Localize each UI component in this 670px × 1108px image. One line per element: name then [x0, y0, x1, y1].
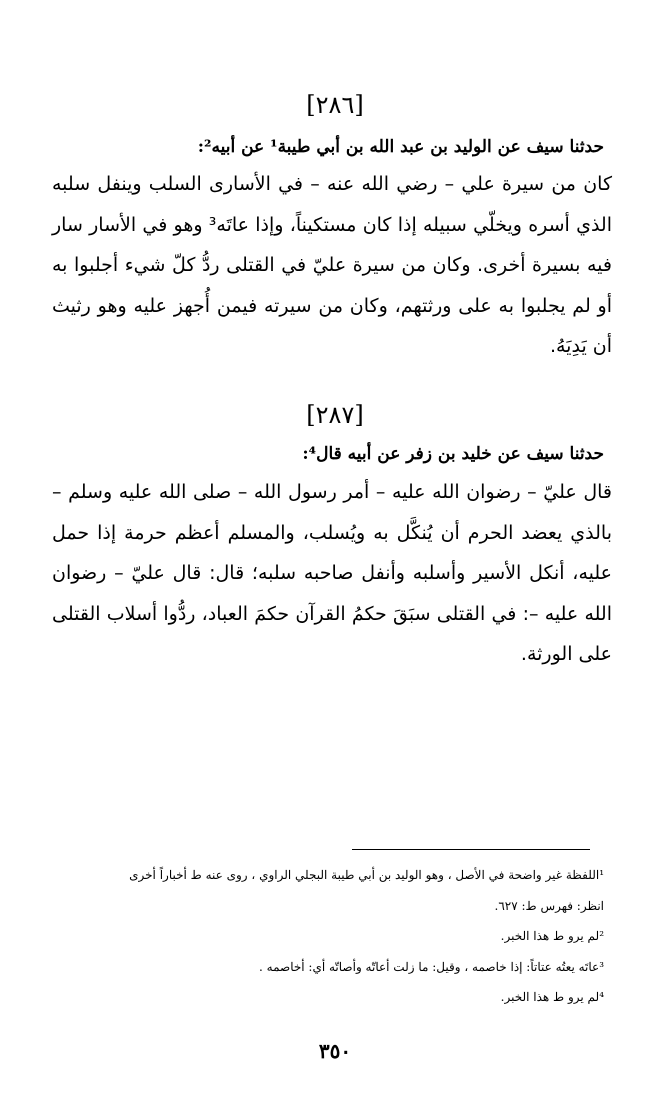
- footnotes: [56, 860, 604, 1013]
- footnote: ⁴لم يرو ط هذا الخبر.: [500, 990, 604, 1004]
- page-number: ٣٥٠: [318, 1039, 352, 1063]
- footnote-divider: [352, 849, 590, 850]
- isnad-line: حدثنا سيف عن الوليد بن عبد الله بن أبي طيبة¹ عن أبيه²:: [197, 137, 604, 157]
- footnote: ³عاتَه يعتُه عتاتاً: إذا خاصمه ، وقيل: ما زلت أعاتّه وأصاتّه أي: أخاصمه .: [259, 959, 604, 974]
- footnote: ¹اللفظة غير واضحة في الأصل ، وهو الوليد بن أبي طيبة البجلي الراوي ، روى عنه ط أخباراً أخرى: [129, 868, 604, 882]
- section-number: [٢٨٧]: [306, 401, 364, 429]
- isnad-line: حدثنا سيف عن خليد بن زفر عن أبيه قال⁴:: [302, 444, 604, 464]
- footnote: انظر: فهرس ط: ٦٢٧.: [494, 898, 604, 913]
- section-number: [٢٨٦]: [306, 91, 364, 119]
- paragraph-text: كان من سيرة علي – رضي الله عنه – في الأسارى السلب وينفل سلبه الذي أسره ويخلّي سبيله إذا كان مستكيناً، وإذا عاتَه³ وهو في الأسار سار فيه بسيرة أخرى. وكان من سيرة عليّ في القتلى ردُّ كلّ شيء أجلبوا به أو لم يجلبوا به على ورثتهم، وكان من سيرته فيمن أُجهز عليه وهو رثيث أن يَدِيَهُ.: [52, 173, 612, 357]
- footnote: ²لم يرو ط هذا الخبر.: [500, 929, 604, 943]
- paragraph-text: قال عليّ – رضوان الله عليه – أمر رسول الله – صلى الله عليه وسلم – بالذي يعضد الحرم أن يُنكَّل به ويُسلب، والمسلم أعظم حرمة إذا حمل عليه، أنكل الأسير وأسلبه وأنفل صاحبه سلبه؛ قال: قال عليّ – رضوان الله عليه –: في القتلى سبَقَ حكمُ القرآن حكمَ العباد، ردُّوا أسلاب القتلى على الورثة.: [52, 481, 612, 665]
